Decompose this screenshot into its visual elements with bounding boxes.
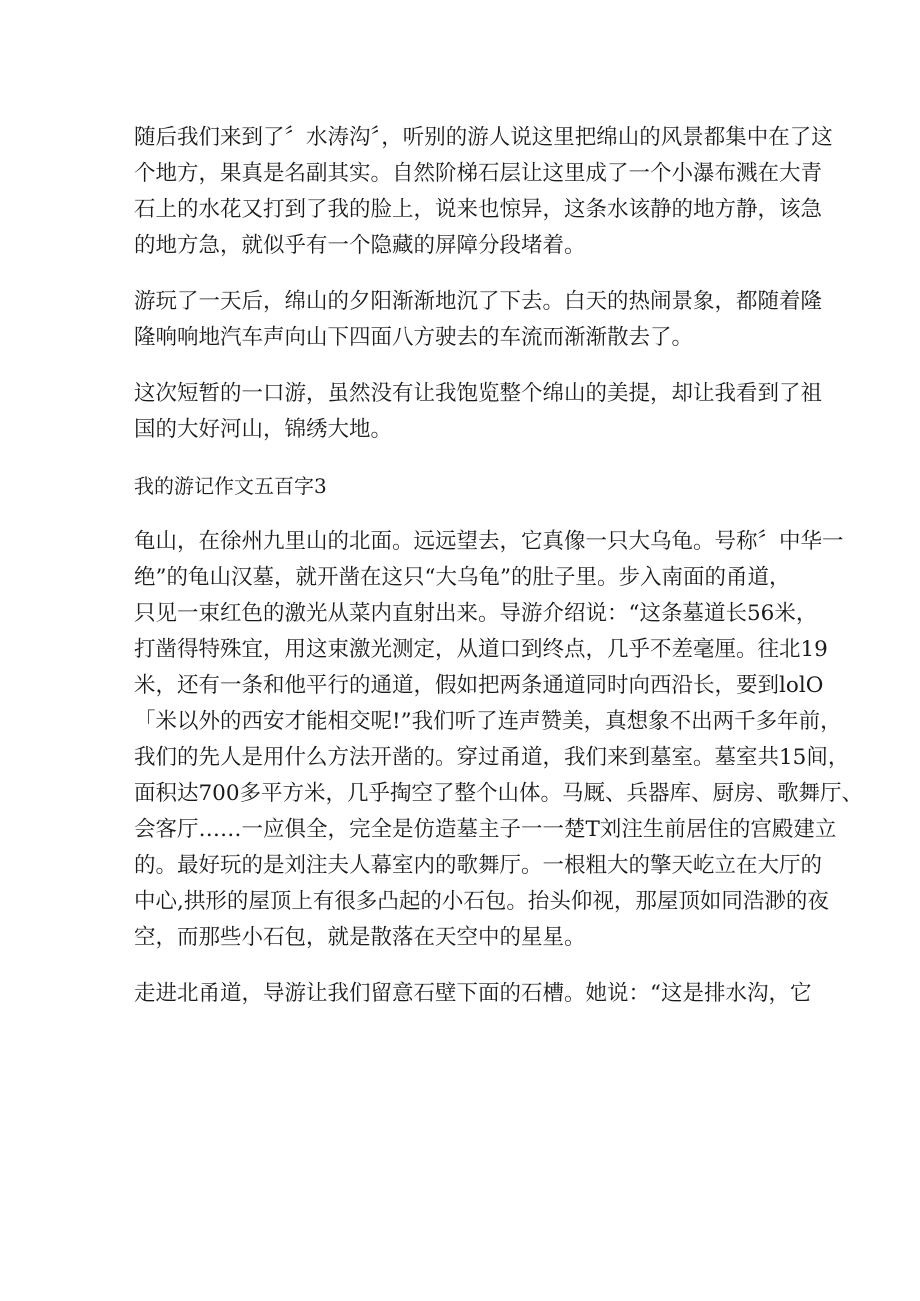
text-line: 的地方急，就似乎有一个隐藏的屏障分段堵着。 bbox=[134, 233, 586, 258]
text-line: 个地方，果真是名副其实。自然阶梯石层让这里成了一个小瀑布溅在大青 bbox=[134, 161, 823, 186]
text-line: 空，而那些小石包，就是散落在天空中的星星。 bbox=[134, 925, 586, 950]
paragraph bbox=[134, 376, 823, 448]
text-line: 中心,拱形的屋顶上有很多凸起的小石包。抬头仰视，那屋顶如同浩渺的夜 bbox=[134, 889, 829, 914]
text-line: 石上的水花又打到了我的脸上，说来也惊异，这条水该静的地方静，该急 bbox=[134, 197, 823, 222]
text-line: 打凿得特殊宜，用这束激光测定，从道口到终点，几乎不差毫厘。往北19 bbox=[134, 637, 828, 662]
text-line: 隆响响地汽车声向山下四面八方驶去的车流而渐渐散去了。 bbox=[134, 325, 694, 350]
text-line: 随后我们来到了〞水涛沟〞，听别的游人说这里把绵山的风景都集中在了这 bbox=[134, 125, 833, 150]
text-line: 「米以外的西安才能相交呢!”我们听了连声赞美，真想象不出两千多年前， bbox=[134, 709, 842, 734]
text-line: 面积达700多平方米，几乎掏空了整个山体。马厩、兵器库、厨房、歌舞厅、 bbox=[134, 781, 864, 806]
text-line: 米，还有一条和他平行的通道，假如把两条通道同时向西沿长，要到lolO bbox=[134, 673, 824, 698]
text-line: 会客厅……一应俱全，完全是仿造墓主子一一楚T刘注生前居住的宫殿建立 bbox=[134, 817, 837, 842]
paragraph bbox=[134, 120, 833, 264]
text-line: 的。最好玩的是刘注夫人幕室内的歌舞厅。一根粗大的擎天屹立在大厅的 bbox=[134, 853, 823, 878]
text-line: 绝”的龟山汉墓，就开凿在这只“大乌龟”的肚子里。步入南面的甬道， bbox=[134, 565, 791, 590]
text-line: 龟山，在徐州九里山的北面。远远望去，它真像一只大乌龟。号称〞中华一 bbox=[134, 529, 844, 554]
text-line: 只见一束红色的激光从菜内直射出来。导游介绍说：“这条墓道长56米， bbox=[134, 601, 818, 626]
text-line: 这次短暂的一口游，虽然没有让我饱览整个绵山的美提，却让我看到了祖 bbox=[134, 381, 823, 406]
paragraph bbox=[134, 284, 823, 356]
paragraph bbox=[134, 976, 812, 1012]
text-line: 我们的先人是用什么方法开凿的。穿过甬道，我们来到墓室。墓室共15间， bbox=[134, 745, 850, 770]
text-line: 游玩了一天后，绵山的夕阳渐渐地沉了下去。白天的热闹景象，都随着隆 bbox=[134, 289, 823, 314]
section-title: 我的游记作文五百字3 bbox=[134, 474, 327, 498]
text-line: 走进北甬道，导游让我们留意石壁下面的石槽。她说：“这是排水沟，它 bbox=[134, 981, 812, 1006]
article-body bbox=[134, 120, 864, 1012]
text-line: 国的大好河山，锦绣大地。 bbox=[134, 417, 393, 442]
paragraph bbox=[134, 524, 864, 956]
